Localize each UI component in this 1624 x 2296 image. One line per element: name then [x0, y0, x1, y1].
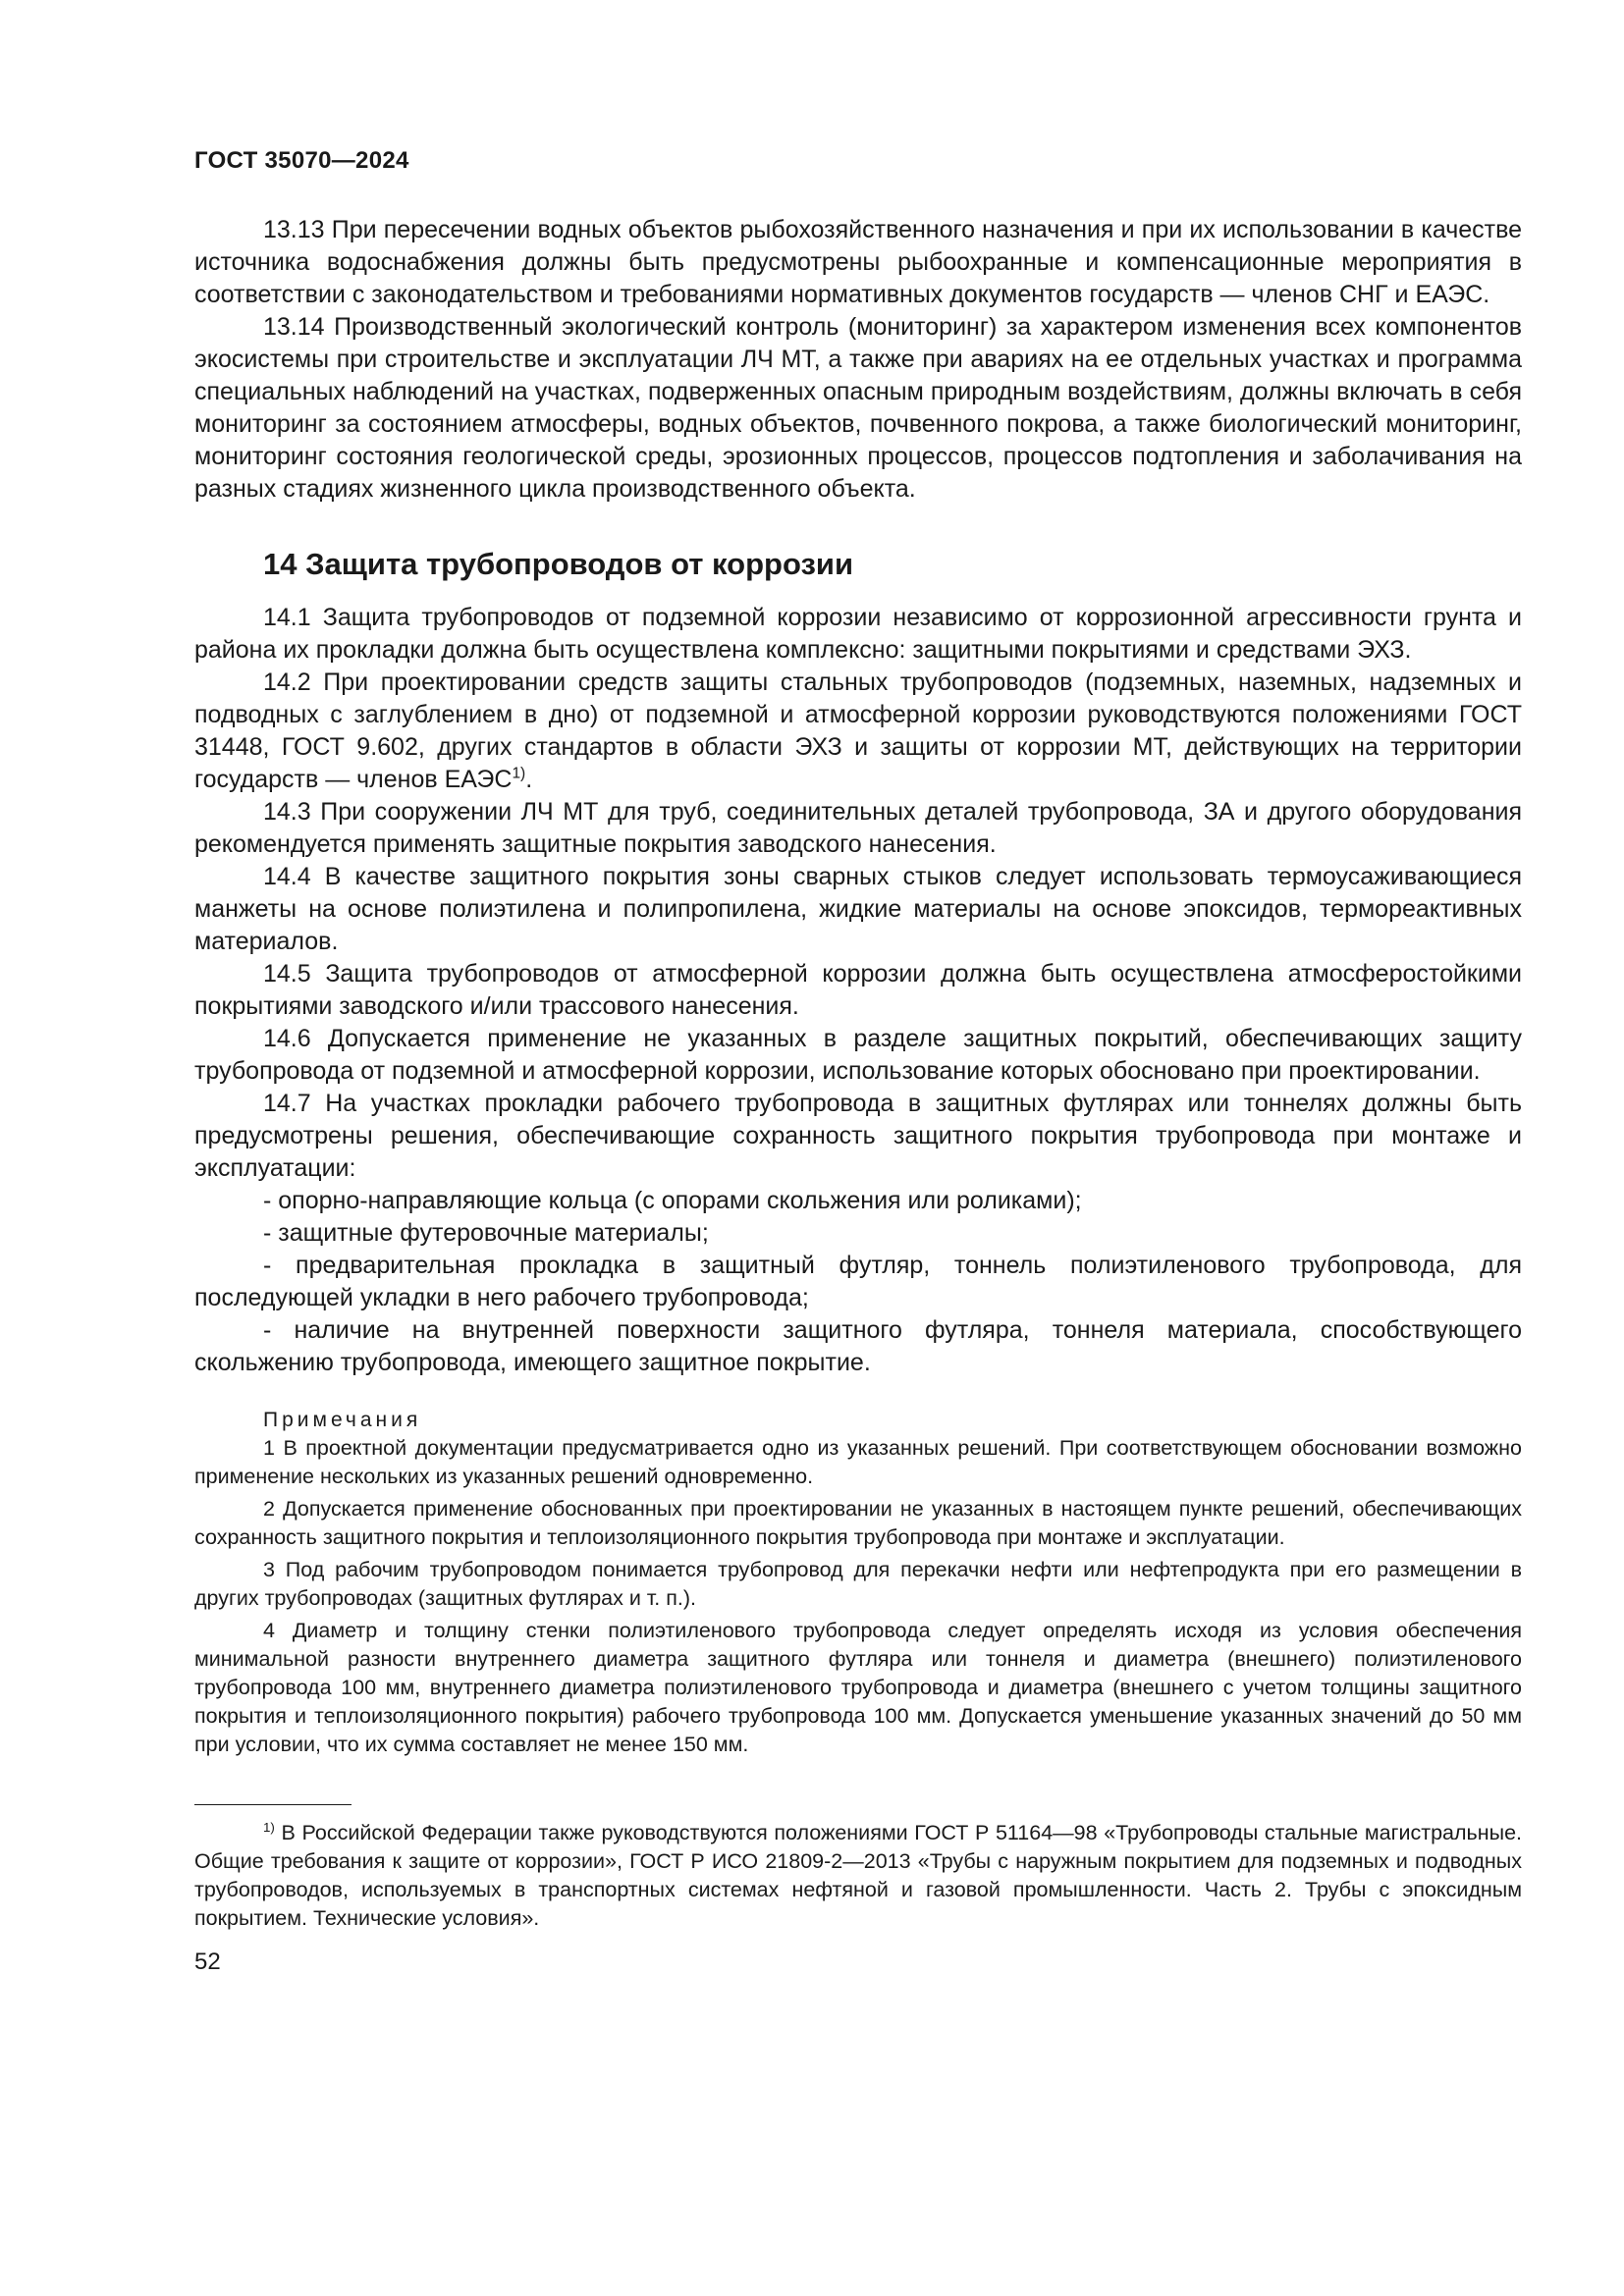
paragraph-14-4: 14.4 В качестве защитного покрытия зоны сварных стыков следует использовать термоусаживающиеся манжеты на основе полиэтилена и полипропилена, жидкие материалы на основе эпоксидов, термореактивных материалов.: [194, 863, 1522, 955]
document-page: [194, 147, 1522, 1976]
footnote-text: В Российской Федерации также руководствуются положениями ГОСТ Р 51164—98 «Трубопроводы стальные магистральные. Общие требования к защите от коррозии», ГОСТ Р ИСО 21809-2—2013 «Трубы с наружным покрытием для подземных и подводных трубопроводов, используемых в транспортных системах нефтяной и газовой промышленности. Часть 2. Трубы с эпоксидным покрытием. Технические условия».: [194, 1821, 1522, 1930]
page-number: 52: [194, 1949, 221, 1975]
section-14-heading: 14 Защита трубопроводов от коррозии: [263, 547, 854, 581]
paragraph-13-14: 13.14 Производственный экологический контроль (мониторинг) за характером изменения всех компонентов экосистемы при строительстве и эксплуатации ЛЧ МТ, а также при авариях на ее отдельных участках и программа специальных наблюдений на участках, подверженных опасным природным воздействиям, должны включать в себя мониторинг за состоянием атмосферы, водных объектов, почвенного покрова, а также биологический мониторинг, мониторинг состояния геологической среды, эрозионных процессов, процессов подтопления и заболачивания на разных стадиях жизненного цикла производственного объекта.: [194, 313, 1522, 503]
document-id-header: ГОСТ 35070—2024: [194, 147, 409, 174]
footnote-reference: 1): [512, 765, 526, 782]
note-item: 3 Под рабочим трубопроводом понимается трубопровод для перекачки нефти или нефтепродукта при его размещении в других трубопроводах (защитных футлярах и т. п.).: [194, 1558, 1522, 1610]
list-item: - наличие на внутренней поверхности защитного футляра, тоннеля материала, способствующего скольжению трубопровода, имеющего защитное покрытие.: [194, 1316, 1522, 1376]
list-item: - предварительная прокладка в защитный футляр, тоннель полиэтиленового трубопровода, для последующей укладки в него рабочего трубопровода;: [194, 1252, 1522, 1311]
paragraph-14-1: 14.1 Защита трубопроводов от подземной коррозии независимо от коррозионной агрессивности грунта и района их прокладки должна быть осуществлена комплексно: защитными покрытиями и средствами ЭХЗ.: [194, 604, 1522, 664]
notes-heading: Примечания: [263, 1409, 422, 1431]
paragraph-14-5: 14.5 Защита трубопроводов от атмосферной коррозии должна быть осуществлена атмосферостойкими покрытиями заводского и/или трассового нанесения.: [194, 960, 1522, 1020]
notes-block: [194, 1409, 1522, 1759]
paragraph-14-2-end: .: [525, 766, 533, 793]
footnote-separator: [194, 1804, 352, 1805]
list-item: - опорно-направляющие кольца (с опорами скольжения или роликами);: [263, 1187, 1082, 1214]
footnote: [194, 1819, 1522, 1933]
paragraph-14-7: 14.7 На участках прокладки рабочего трубопровода в защитных футлярах или тоннелях должны быть предусмотрены решения, обеспечивающие сохранность защитного покрытия трубопровода при монтаже и эксплуатации:: [194, 1090, 1522, 1182]
paragraph-14-6: 14.6 Допускается применение не указанных в разделе защитных покрытий, обеспечивающих защиту трубопровода от подземной и атмосферной коррозии, использование которых обосновано при проектировании.: [194, 1025, 1522, 1085]
paragraph-14-3: 14.3 При сооружении ЛЧ МТ для труб, соединительных деталей трубопровода, ЗА и другого оборудования рекомендуется применять защитные покрытия заводского нанесения.: [194, 798, 1522, 858]
footnote-marker: 1): [263, 1819, 275, 1835]
paragraph-13-13: 13.13 При пересечении водных объектов рыбохозяйственного назначения и при их использовании в качестве источника водоснабжения должны быть предусмотрены рыбоохранные и компенсационные мероприятия в соответствии с законодательством и требованиями нормативных документов государств — членов СНГ и ЕАЭС.: [194, 216, 1522, 308]
solutions-list: [194, 1185, 1522, 1379]
note-item: 4 Диаметр и толщину стенки полиэтиленового трубопровода следует определять исходя из условия обеспечения минимальной разности внутреннего диаметра защитного футляра или тоннеля и диаметра (внешнего) полиэтиленового трубопровода 100 мм, внутреннего диаметра полиэтиленового трубопровода и диаметра (внешнего с учетом толщины защитного покрытия и теплоизоляционного покрытия) рабочего трубопровода 100 мм. Допускается уменьшение указанных значений до 50 мм при условии, что их сумма составляет не менее 150 мм.: [194, 1619, 1522, 1756]
note-item: 2 Допускается применение обоснованных при проектировании не указанных в настоящем пункте решений, обеспечивающих сохранность защитного покрытия и теплоизоляционного покрытия трубопровода при монтаже и эксплуатации.: [194, 1497, 1522, 1549]
paragraph-14-2: [194, 667, 1522, 796]
list-item: - защитные футеровочные материалы;: [263, 1219, 709, 1247]
note-item: 1 В проектной документации предусматривается одно из указанных решений. При соответствующем обосновании возможно применение нескольких из указанных решений одновременно.: [194, 1436, 1522, 1488]
paragraph-14-2-text: 14.2 При проектировании средств защиты стальных трубопроводов (подземных, наземных, надземных и подводных с заглублением в дно) от подземной и атмосферной коррозии руководствуются положениями ГОСТ 31448, ГОСТ 9.602, других стандартов в области ЭХЗ и защиты от коррозии МТ, действующих на территории государств — членов ЕАЭС: [194, 668, 1522, 793]
